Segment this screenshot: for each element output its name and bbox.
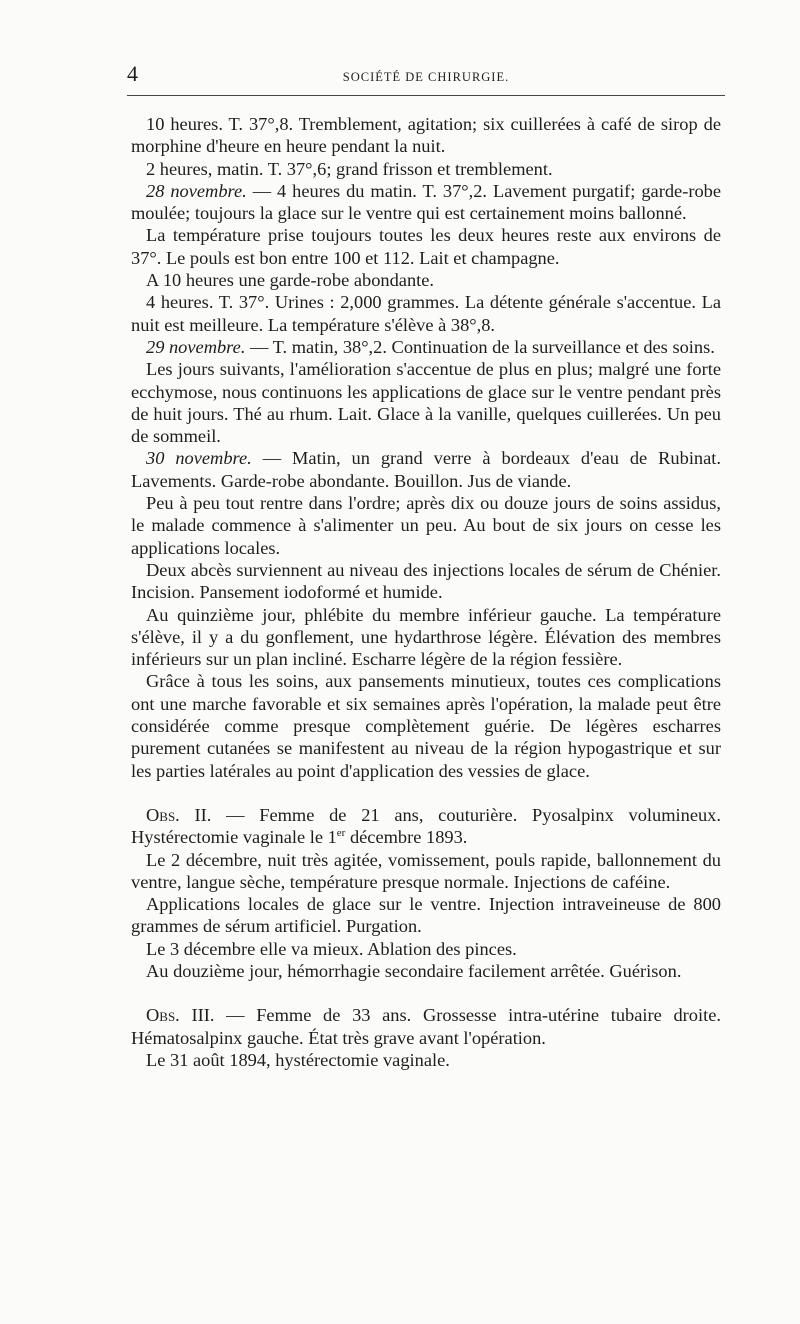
paragraph-text: Deux abcès surviennent au niveau des injections locales de sérum de Chénier. Incision. Pansement iodoformé et humide. (131, 559, 721, 603)
paragraph-text: Applications locales de glace sur le ventre. Injection intraveineuse de 800 grammes de sérum artificiel. Purgation. (131, 894, 721, 937)
paragraph (131, 158, 721, 180)
date-lead: 28 novembre. (146, 180, 247, 201)
paragraph (131, 893, 721, 938)
paragraph (131, 849, 721, 894)
paragraph-text: Au quinzième jour, phlébite du membre inférieur gauche. La température s'élève, il y a du gonflement, une hydarthrose légère. Élévation des membres inférieurs sur un plan incliné. Escharre légère de la région fessière. (131, 604, 721, 670)
paragraph (131, 447, 721, 492)
body-text (131, 113, 721, 1071)
paragraph-text: — Matin, un grand verre à bordeaux d'eau de Rubinat. Lavements. Garde-robe abondante. Bouillon. Jus de viande. (131, 448, 721, 491)
paragraph-text: A 10 heures une garde-robe abondante. (146, 270, 435, 291)
paragraph (131, 224, 721, 269)
paragraph-text: — Femme de 21 ans, couturière. Pyosalpinx volumineux. Hystérectomie vaginale le 1 (131, 804, 721, 848)
paragraph (131, 960, 721, 982)
paragraph-text: Les jours suivants, l'amélioration s'accentue de plus en plus; malgré une forte ecchymose, nous continuons les applications de glace sur le ventre pendant près de huit jours. Thé au rhum. Lait. Glace à la vanille, quelques cuillerées. Un peu de sommeil. (131, 359, 721, 447)
paragraph (131, 336, 721, 358)
paragraph (131, 1049, 721, 1071)
paragraph (131, 804, 721, 849)
paragraph (131, 670, 721, 781)
observation-label: Obs. III. (146, 1005, 215, 1026)
superscript: er (336, 827, 346, 840)
paragraph-text: 10 heures. T. 37°,8. Tremblement, agitation; six cuillerées à café de sirop de morphine d'heure en heure pendant la nuit. (131, 114, 721, 157)
paragraph (131, 113, 721, 158)
paragraph-text: Le 2 décembre, nuit très agitée, vomissement, pouls rapide, ballonnement du ventre, langue sèche, température presque normale. Injections de caféine. (131, 849, 721, 892)
paragraph (131, 604, 721, 671)
paragraph (131, 1004, 721, 1049)
paragraph (131, 559, 721, 604)
paragraph-text: Peu à peu tout rentre dans l'ordre; après dix ou douze jours de soins assidus, le malade commence à s'alimenter un peu. Au bout de six jours on cesse les applications locales. (131, 493, 721, 558)
date-lead: 29 novembre. (146, 336, 246, 357)
paragraph-text: 2 heures, matin. T. 37°,6; grand frisson et tremblement. (146, 158, 553, 179)
paragraph-text: — Femme de 33 ans. Grossesse intra-utérine tubaire droite. Hématosalpinx gauche. État très grave avant l'opération. (131, 1005, 721, 1048)
paragraph-tail: décembre 1893. (345, 827, 468, 848)
paragraph (131, 180, 721, 225)
header-rule (127, 95, 725, 96)
paragraph-text: 4 heures. T. 37°. Urines : 2,000 grammes. La détente générale s'accentue. La nuit est meilleure. La température s'élève à 38°,8. (131, 292, 721, 335)
running-title: SOCIÉTÉ DE CHIRURGIE. (342, 70, 510, 84)
paragraph (131, 938, 721, 960)
page-header (127, 62, 725, 90)
observation-label: Obs. II. (146, 804, 212, 825)
paragraph (131, 291, 721, 336)
page-number: 4 (127, 61, 138, 86)
paragraph-text: La température prise toujours toutes les deux heures reste aux environs de 37°. Le pouls est bon entre 100 et 112. Lait et champagne. (131, 225, 721, 268)
paragraph-text: Grâce à tous les soins, aux pansements minutieux, toutes ces complications ont une marche favorable et six semaines après l'opération, la malade peut être considérée comme presque complètement guérie. De légères escharres purement cutanées se manifestent au niveau de la région hypogastrique et sur les parties latérales au point d'application des vessies de glace. (131, 671, 721, 781)
date-lead: 30 novembre. (146, 448, 252, 469)
paragraph (131, 269, 721, 291)
paragraph-text: — 4 heures du matin. T. 37°,2. Lavement purgatif; garde-robe moulée; toujours la glace sur le ventre qui est certainement moins ballonné. (131, 180, 721, 224)
paragraph-text: Le 3 décembre elle va mieux. Ablation des pinces. (146, 938, 517, 959)
paragraph-text: Au douzième jour, hémorrhagie secondaire facilement arrêtée. Guérison. (146, 960, 682, 981)
paragraph-text: Le 31 août 1894, hystérectomie vaginale. (146, 1049, 450, 1070)
paragraph (131, 492, 721, 559)
paragraph (131, 358, 721, 447)
paragraph-text: — T. matin, 38°,2. Continuation de la surveillance et des soins. (245, 336, 715, 357)
